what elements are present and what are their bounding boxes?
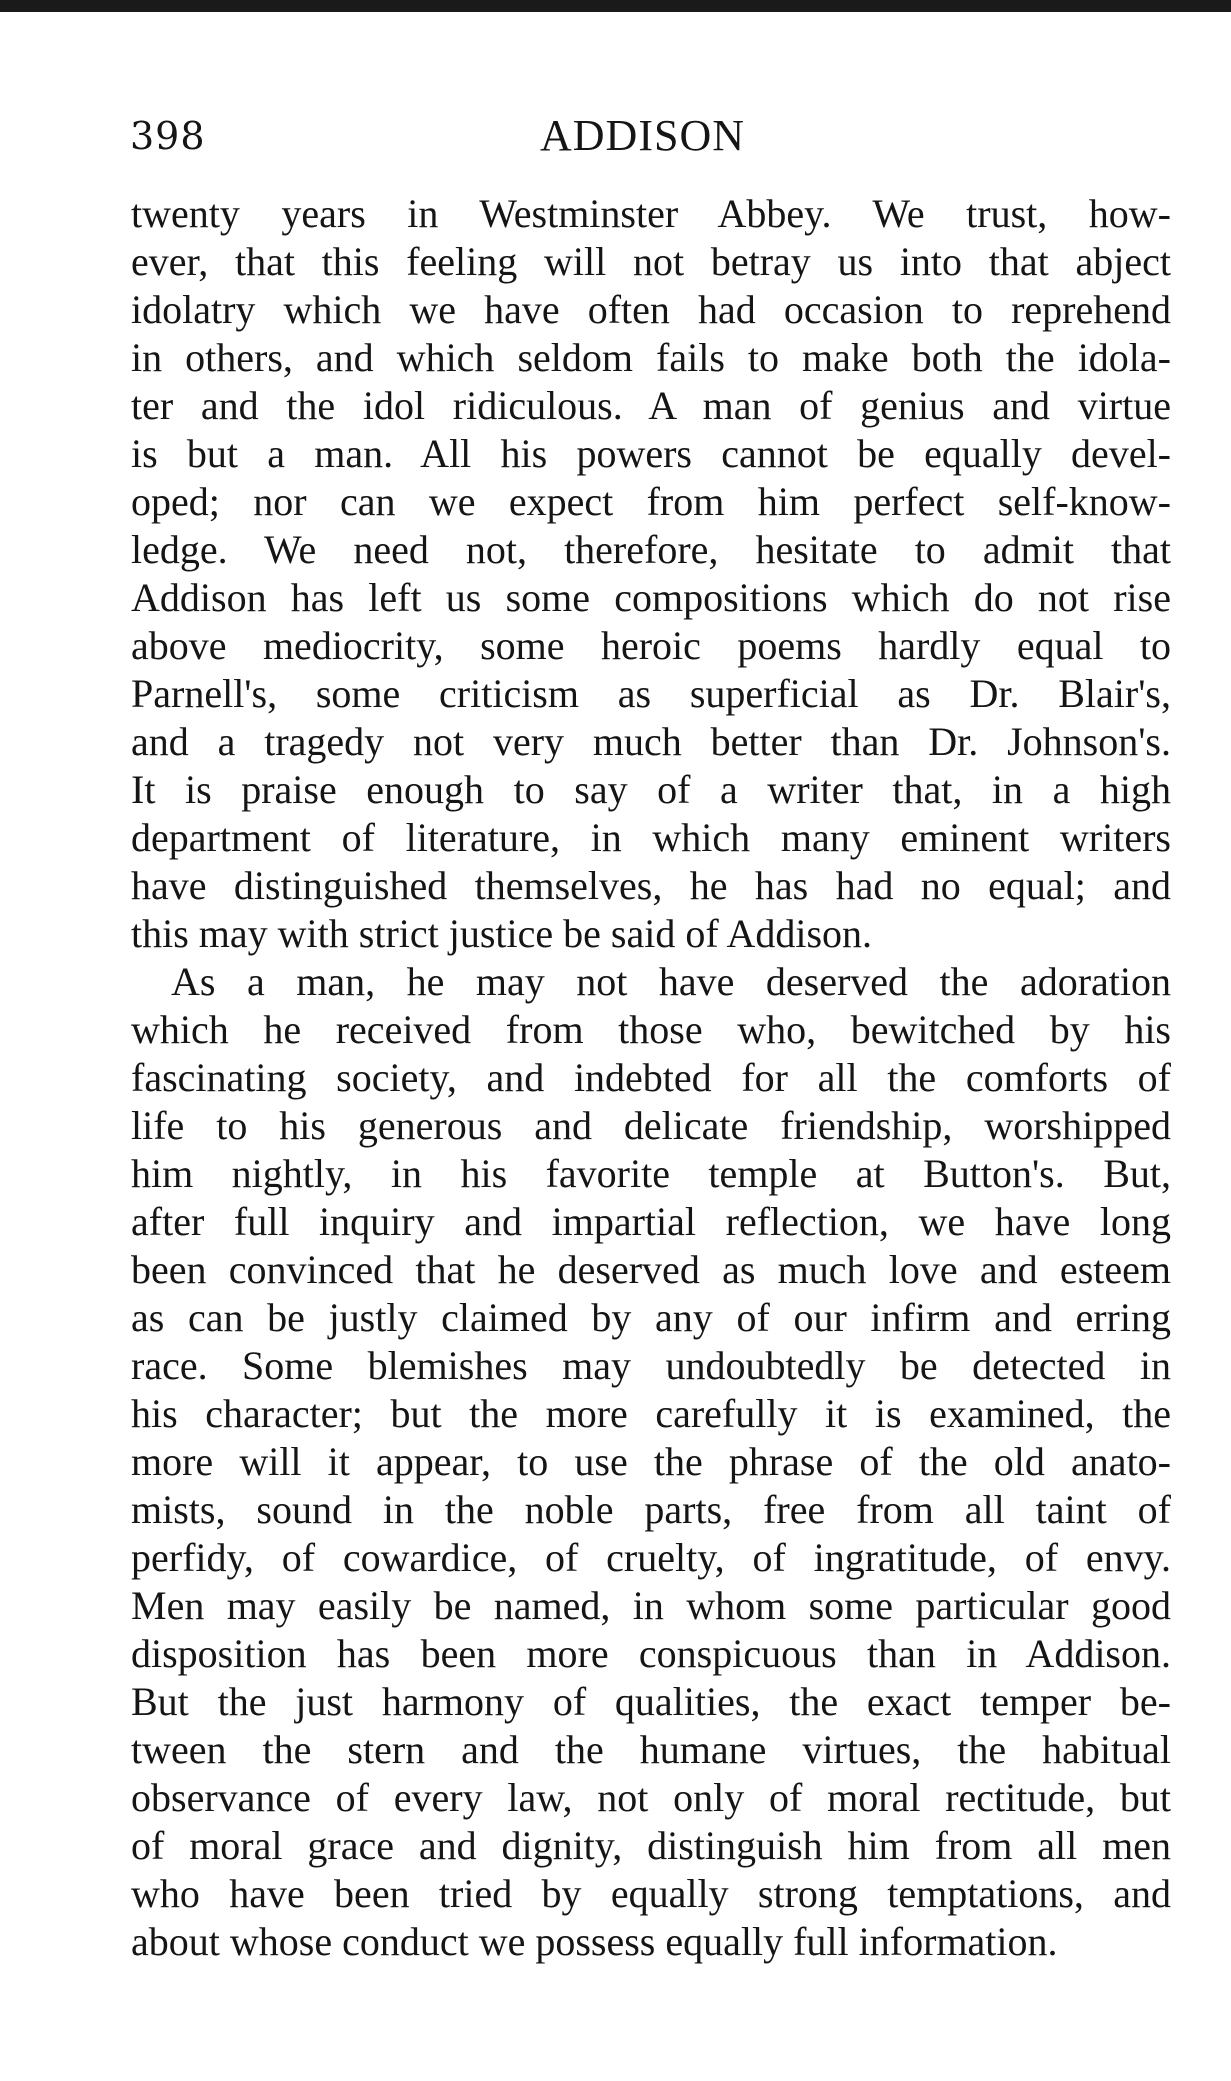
text-line: more will it appear, to use the phrase of the old anato-: [131, 1439, 1171, 1484]
text-line: tween the stern and the humane virtues, the habitual: [131, 1727, 1171, 1772]
text-line: Parnell's, some criticism as superficial as Dr. Blair's,: [131, 671, 1171, 716]
text-line: ledge. We need not, therefore, hesitate to admit that: [131, 527, 1171, 572]
paragraph-1: [131, 190, 1171, 958]
text-line: Addison has left us some compositions which do not rise: [131, 575, 1171, 620]
top-border-rule: [0, 0, 1231, 12]
text-line: have distinguished themselves, he has had no equal; and: [131, 863, 1171, 908]
text-line: who have been tried by equally strong temptations, and: [131, 1871, 1171, 1916]
text-line: of moral grace and dignity, distinguish him from all men: [131, 1823, 1171, 1868]
text-line: above mediocrity, some heroic poems hardly equal to: [131, 623, 1171, 668]
text-line: twenty years in Westminster Abbey. We trust, how-: [131, 191, 1171, 236]
text-line: perfidy, of cowardice, of cruelty, of ingratitude, of envy.: [131, 1535, 1171, 1580]
text-line: But the just harmony of qualities, the exact temper be-: [131, 1679, 1171, 1724]
body-text: [131, 190, 1171, 1966]
text-line: life to his generous and delicate friendship, worshipped: [131, 1103, 1171, 1148]
text-line: observance of every law, not only of moral rectitude, but: [131, 1775, 1171, 1820]
page-number: 398: [130, 114, 206, 158]
text-line: is but a man. All his powers cannot be equally devel-: [131, 431, 1171, 476]
text-line: him nightly, in his favorite temple at Button's. But,: [131, 1151, 1171, 1196]
text-line: been convinced that he deserved as much love and esteem: [131, 1247, 1171, 1292]
text-line: race. Some blemishes may undoubtedly be detected in: [131, 1343, 1171, 1388]
text-line: as can be justly claimed by any of our infirm and erring: [131, 1295, 1171, 1340]
text-line: ter and the idol ridiculous. A man of genius and virtue: [131, 383, 1171, 428]
text-line: disposition has been more conspicuous than in Addison.: [131, 1631, 1171, 1676]
paragraph-2: [131, 958, 1171, 1966]
text-line: which he received from those who, bewitched by his: [131, 1007, 1171, 1052]
text-line: his character; but the more carefully it is examined, the: [131, 1391, 1171, 1436]
text-line: this may with strict justice be said of Addison.: [131, 911, 873, 956]
text-line: ever, that this feeling will not betray us into that abject: [131, 239, 1171, 284]
text-line: It is praise enough to say of a writer that, in a high: [131, 767, 1171, 812]
text-line: fascinating society, and indebted for all the comforts of: [131, 1055, 1171, 1100]
text-line: mists, sound in the noble parts, free from all taint of: [131, 1487, 1171, 1532]
running-head: ADDISON: [540, 111, 745, 160]
text-line: idolatry which we have often had occasion to reprehend: [131, 287, 1171, 332]
text-line: department of literature, in which many eminent writers: [131, 815, 1171, 860]
text-line: in others, and which seldom fails to make both the idola-: [131, 335, 1171, 380]
text-line: Men may easily be named, in whom some particular good: [131, 1583, 1171, 1628]
text-line: about whose conduct we possess equally full information.: [131, 1919, 1058, 1964]
text-line: As a man, he may not have deserved the adoration: [171, 959, 1171, 1004]
text-line: and a tragedy not very much better than Dr. Johnson's.: [131, 719, 1171, 764]
text-line: after full inquiry and impartial reflection, we have long: [131, 1199, 1171, 1244]
text-line: oped; nor can we expect from him perfect self-know-: [131, 479, 1171, 524]
